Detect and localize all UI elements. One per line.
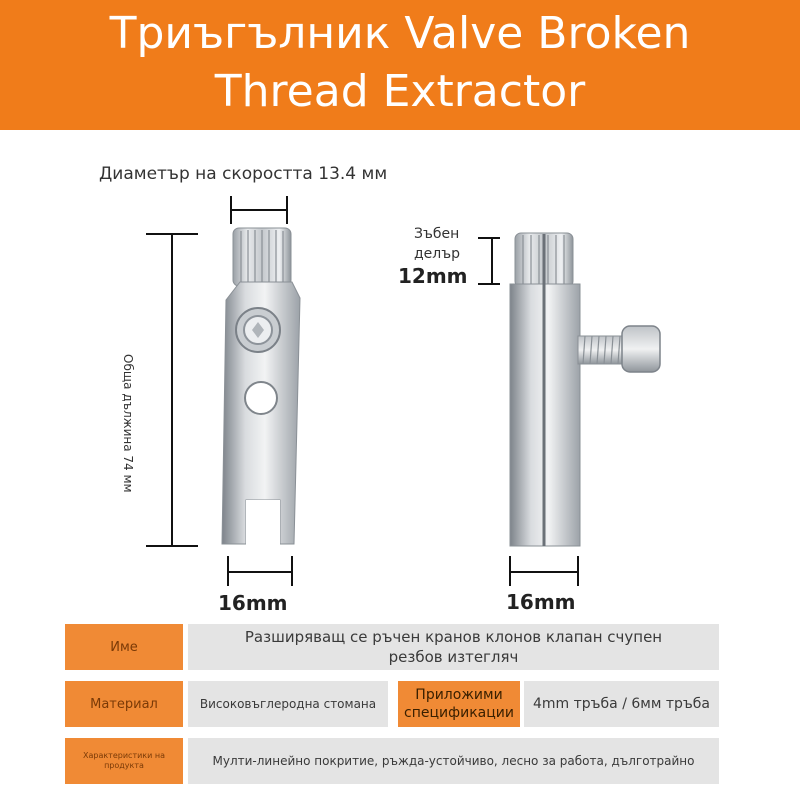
material-value: Високовъглеродна стомана [188,681,388,727]
tooth-divider-label: Зъбен делър [414,226,461,262]
total-length-label: Обща дължина 74 мм [121,354,135,493]
tooth-divider-value: 12mm [398,264,468,288]
name-value: Разширяващ се ръчен кранов клонов клапан счупен резбов изтегляч [188,624,719,670]
front-view-tool [222,228,300,546]
page-title-line1: Триъгълник Valve Broken [109,8,691,59]
applicable-specs-label: Приложими спецификации [398,681,520,727]
page-title-line2: Thread Extractor [214,66,586,117]
features-label: Характеристики на продукта [65,738,183,784]
applicable-specs-value: 4mm тръба / 6мм тръба [524,681,719,727]
title-banner [0,0,800,130]
side-width-label: 16mm [506,590,576,614]
side-view-tool [510,233,660,546]
front-width-label: 16mm [218,591,288,615]
speed-diameter-label: Диаметър на скоростта 13.4 мм [99,164,388,184]
features-value: Мулти-линейно покритие, ръжда-устойчиво, лесно за работа, дълготрайно [188,738,719,784]
material-label: Материал [65,681,183,727]
name-label: Име [65,624,183,670]
